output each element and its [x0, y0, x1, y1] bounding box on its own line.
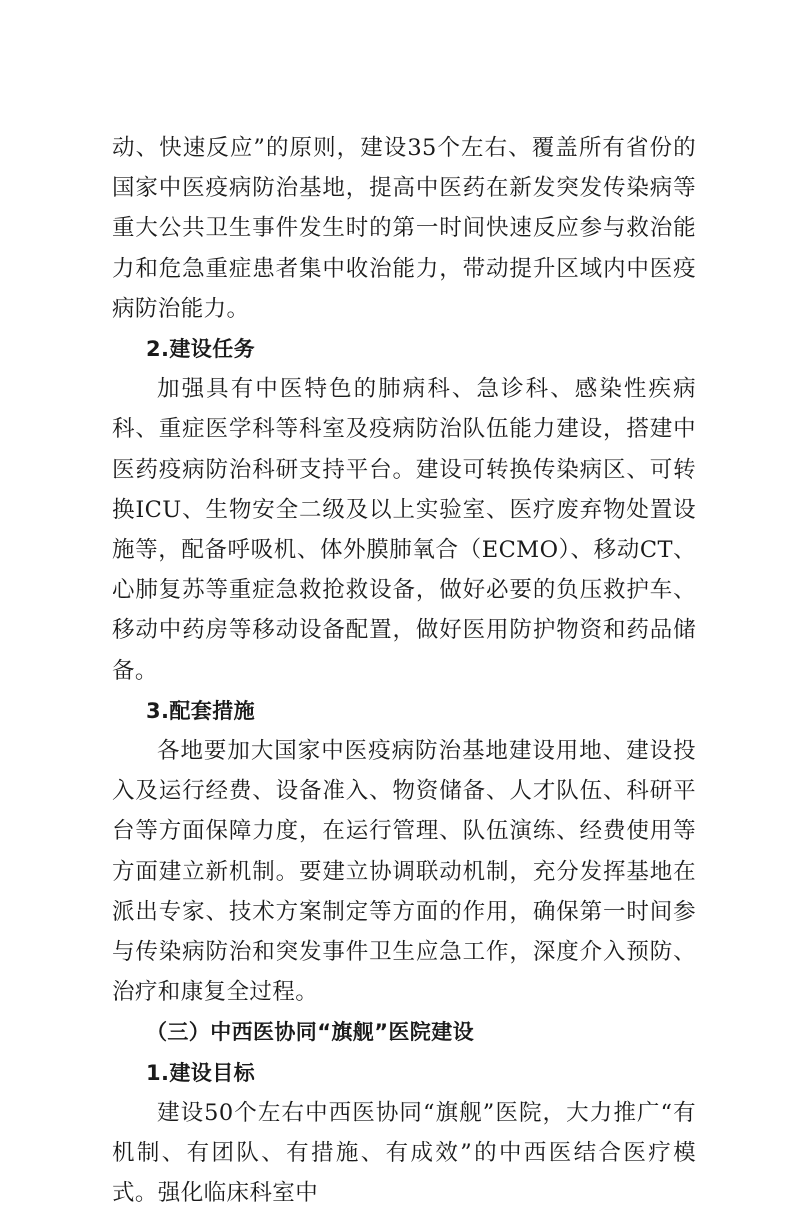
subheading-supporting-measures: 3.配套措施 [146, 698, 255, 723]
paragraph-construction-goals: 建设50个左右中西医协同“旗舰”医院，大力推广“有机制、有团队、有措施、有成效”的中西医结合医疗模式。强化临床科室中 [112, 1099, 696, 1207]
subheading-construction-goals: 1.建设目标 [146, 1060, 255, 1085]
paragraph-construction-tasks: 加强具有中医特色的肺病科、急诊科、感染性疾病科、重症医学科等科室及疫病防治队伍能力建设，搭建中医药疫病防治科研支持平台。建设可转换传染病区、可转换ICU、生物安全二级及以上实验室、医疗废弃物处置设施等，配备呼吸机、体外膜肺氧合（ECMO）、移动CT、心肺复苏等重症急救抢救设备，做好必要的负压救护车、移动中药房等移动设备配置，做好医用防护物资和药品储备。 [112, 376, 696, 684]
paragraph-supporting-measures: 各地要加大国家中医疫病防治基地建设用地、建设投入及运行经费、设备准入、物资储备、人才队伍、科研平台等方面保障力度，在运行管理、队伍演练、经费使用等方面建立新机制。要建立协调联动机制，充分发挥基地在派出专家、技术方案制定等方面的作用，确保第一时间参与传染病防治和突发事件卫生应急工作，深度介入预防、治疗和康复全过程。 [112, 738, 696, 1006]
paragraph-continuation: 动、快速反应”的原则，建设35个左右、覆盖所有省份的国家中医疫病防治基地，提高中医药在新发突发传染病等重大公共卫生事件发生时的第一时间快速反应参与救治能力和危急重症患者集中收治能力，带动提升区域内中医疫病防治能力。 [112, 135, 696, 322]
subheading-construction-tasks: 2.建设任务 [146, 337, 255, 362]
document-body [112, 128, 696, 1213]
section-heading-flagship-hospital: （三）中西医协同“旗舰”医院建设 [146, 1020, 475, 1045]
